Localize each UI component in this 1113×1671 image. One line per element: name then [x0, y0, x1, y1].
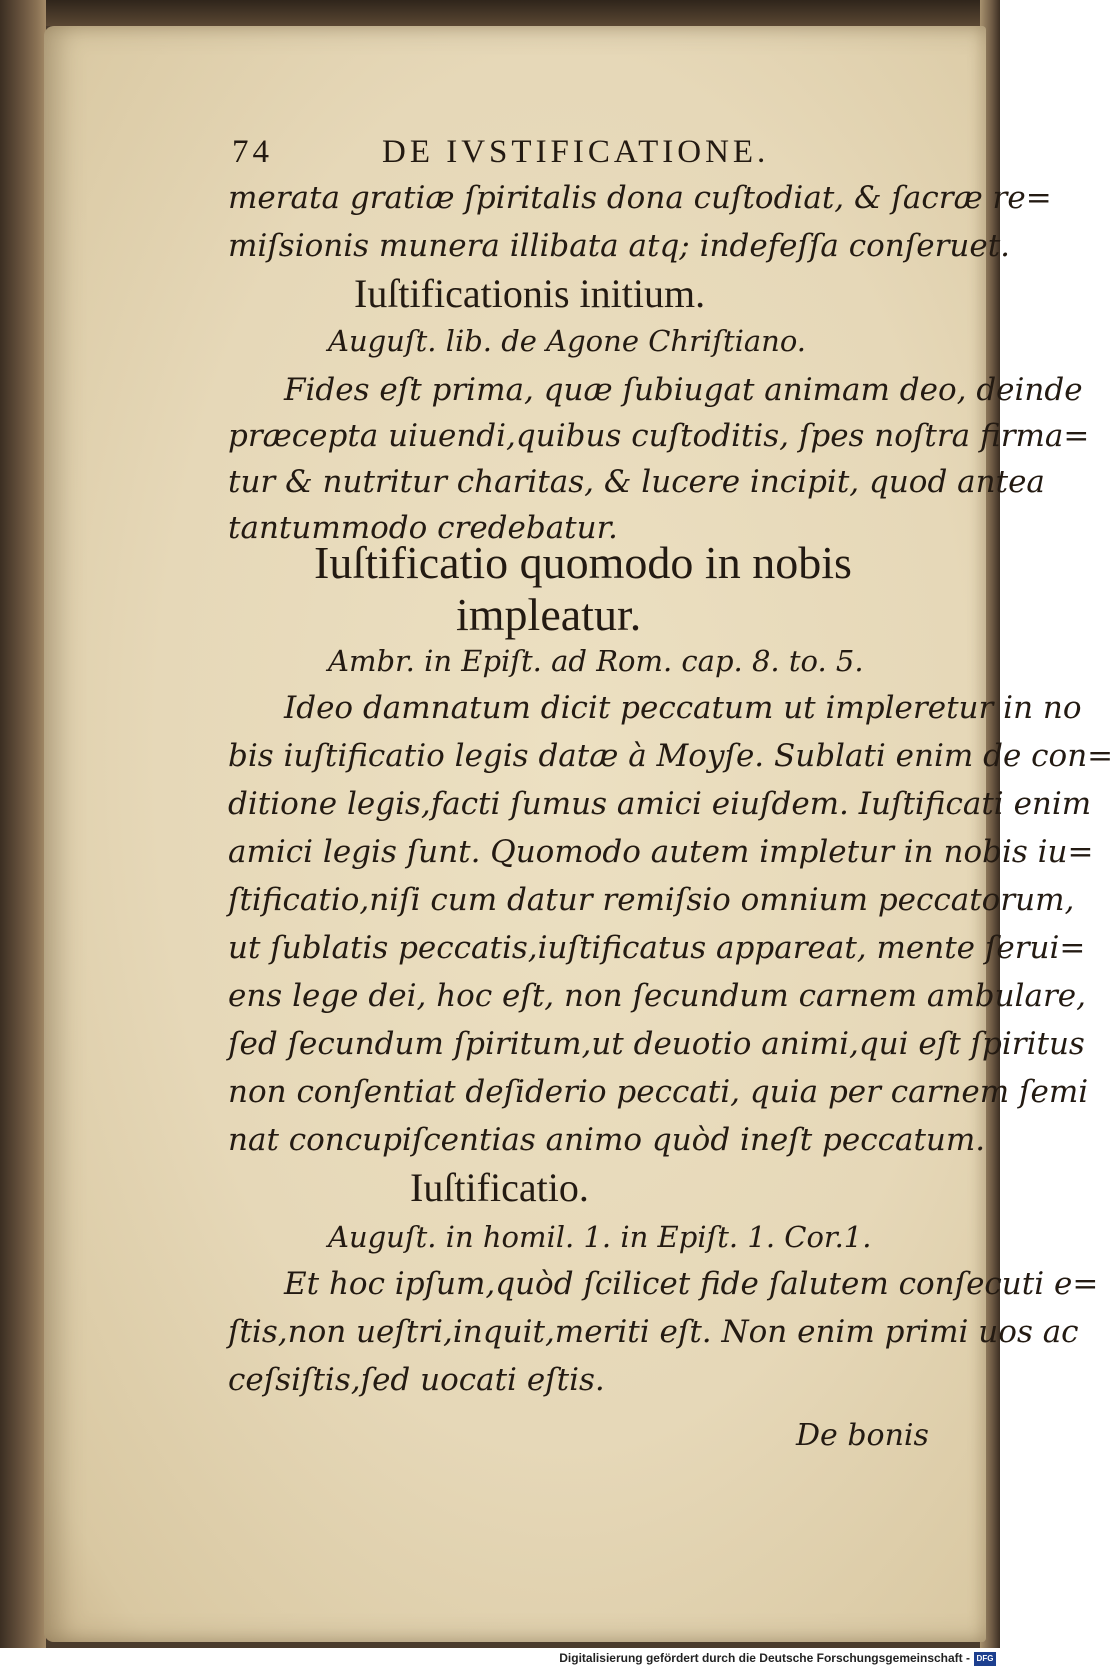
text-line: ut ſublatis peccatis,iuſtificatus appareat, mente ſerui= — [228, 930, 1086, 966]
section-heading: impleatur. — [456, 589, 642, 640]
text-line: nat concupiſcentias animo quòd ineſt peccatum. — [228, 1122, 986, 1158]
text-line: Ideo damnatum dicit peccatum ut impleretur in no — [284, 690, 1082, 726]
text-line: non conſentiat deſiderio peccati, quia per carnem ſemi — [228, 1074, 1089, 1110]
source-reference: Ambr. in Epiſt. ad Rom. cap. 8. to. 5. — [328, 644, 864, 678]
section-heading: Iuſtificatio. — [410, 1165, 589, 1210]
text-line: tantummodo credebatur. — [228, 510, 618, 546]
source-reference: Auguſt. lib. de Agone Chriſtiano. — [328, 324, 807, 358]
page-number: 74 — [232, 134, 273, 170]
text-line: Et hoc ipſum,quòd ſcilicet fide ſalutem conſecuti e= — [284, 1266, 1099, 1302]
text-line: bis iuſtificatio legis datæ à Moyſe. Sublati enim de con= — [228, 738, 1113, 774]
running-title: DE IVSTIFICATIONE. — [382, 134, 770, 170]
page-text — [44, 26, 1113, 1642]
section-heading: Iuſtificatio quomodo in nobis — [314, 537, 852, 588]
funding-credit: Digitalisierung gefördert durch die Deutsche Forschungsgemeinschaft - — [559, 1651, 970, 1665]
text-line: ens lege dei, hoc eſt, non ſecundum carnem ambulare, — [228, 978, 1086, 1014]
text-line: miſsionis munera illibata atq; indefeſſa conſeruet. — [228, 228, 1011, 264]
source-reference: Auguſt. in homil. 1. in Epiſt. 1. Cor.1. — [328, 1220, 872, 1254]
text-line: præcepta uiuendi,quibus cuſtoditis, ſpes noſtra firma= — [228, 418, 1090, 454]
text-line: ditione legis,facti ſumus amici eiuſdem. Iuſtificati enim — [228, 786, 1092, 822]
section-heading: Iuſtificationis initium. — [354, 271, 706, 316]
book-binding-edge — [0, 0, 46, 1648]
dfg-logo: DFG — [974, 1652, 996, 1666]
digitization-footer — [0, 1648, 1000, 1671]
catchword: De bonis — [796, 1418, 929, 1453]
scan-top-edge — [0, 0, 1000, 26]
text-line: ſtis,non ueſtri,inquit,meriti eſt. Non enim primi uos ac — [228, 1314, 1079, 1350]
text-line: ſtificatio,niſi cum datur remiſsio omnium peccatorum, — [228, 882, 1075, 918]
text-line: ſed ſecundum ſpiritum,ut deuotio animi,qui eſt ſpiritus — [228, 1026, 1085, 1062]
text-line: tur & nutritur charitas, & lucere incipit, quod antea — [228, 464, 1045, 500]
text-line: ceſsiſtis,ſed uocati eſtis. — [228, 1362, 605, 1398]
running-header — [232, 134, 769, 171]
book-page — [44, 26, 1113, 1642]
text-line: merata gratiæ ſpiritalis dona cuſtodiat, & ſacræ re= — [228, 180, 1052, 216]
text-line: amici legis ſunt. Quomodo autem impletur in nobis iu= — [228, 834, 1094, 870]
text-line: Fides eſt prima, quæ ſubiugat animam deo, deinde — [284, 372, 1083, 408]
